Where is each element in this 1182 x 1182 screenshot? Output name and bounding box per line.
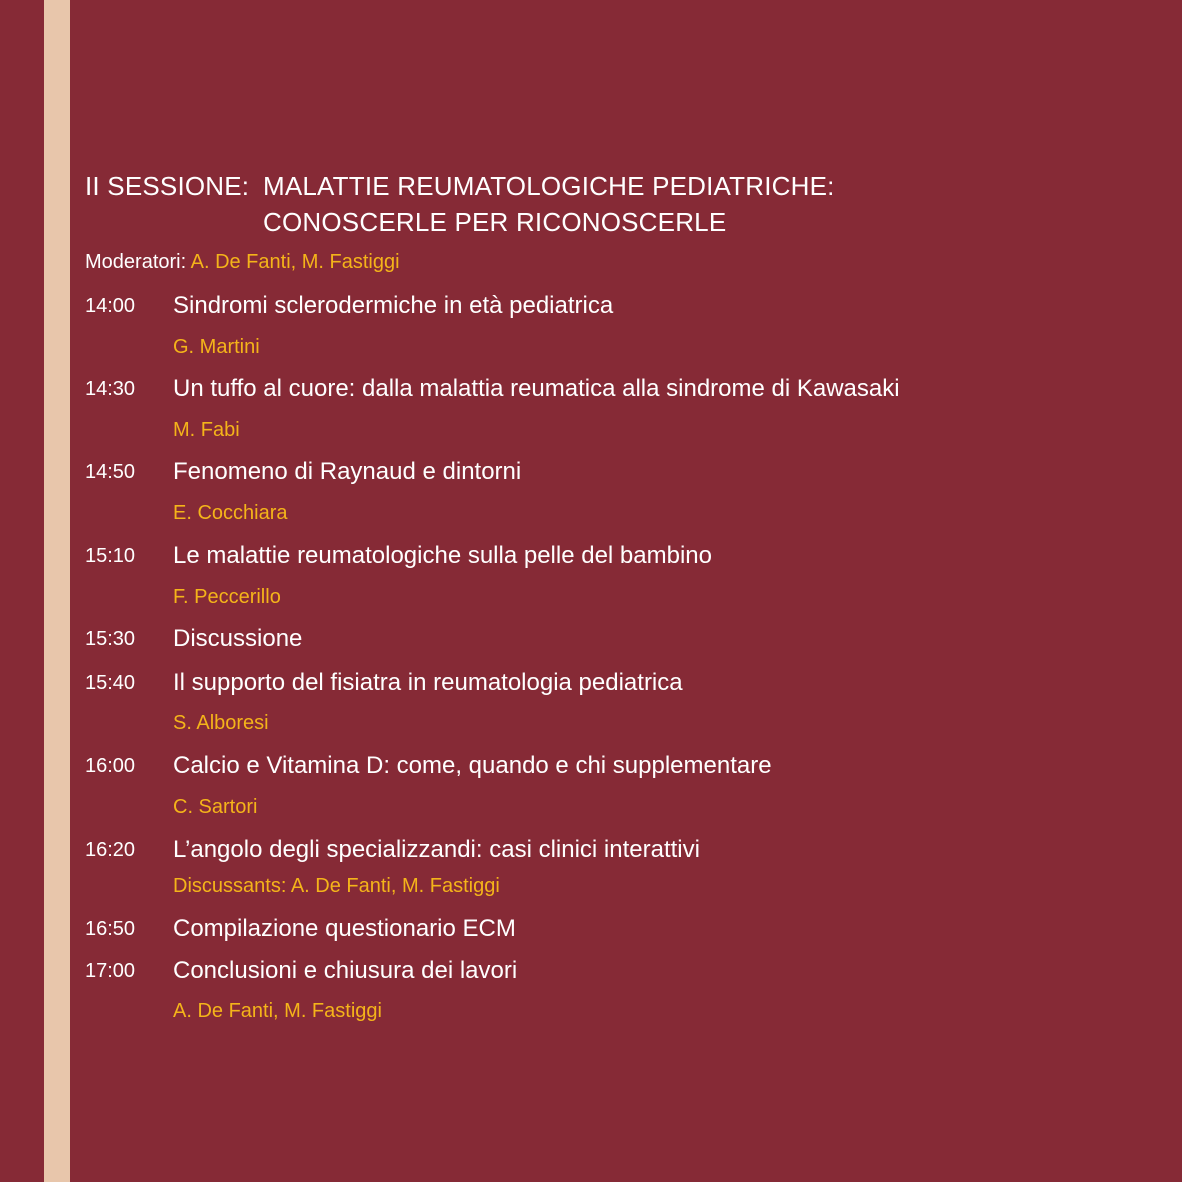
moderators-line bbox=[85, 249, 400, 275]
program-speaker: C. Sartori bbox=[173, 796, 258, 818]
program-time: 14:50 bbox=[85, 461, 136, 483]
moderators-label: Moderatori: bbox=[85, 251, 187, 273]
program-title: Calcio e Vitamina D: come, quando e chi supplementare bbox=[173, 752, 772, 779]
program-time: 16:00 bbox=[85, 755, 136, 777]
program-speaker: F. Peccerillo bbox=[173, 586, 281, 608]
session-title bbox=[263, 168, 835, 240]
session-title-line-2: CONOSCERLE PER RICONOSCERLE bbox=[263, 207, 727, 237]
moderators-names: A. De Fanti, M. Fastiggi bbox=[190, 251, 400, 273]
program-time: 15:10 bbox=[85, 545, 136, 567]
program-time: 15:30 bbox=[85, 628, 136, 650]
program-title: L’angolo degli specializzandi: casi clinici interattivi bbox=[173, 836, 700, 863]
program-time: 14:00 bbox=[85, 295, 136, 317]
session-label: II SESSIONE: bbox=[85, 171, 250, 201]
program-speaker: Discussants: A. De Fanti, M. Fastiggi bbox=[173, 875, 500, 897]
program-title: Compilazione questionario ECM bbox=[173, 915, 516, 942]
program-speaker: E. Cocchiara bbox=[173, 502, 288, 524]
program-time: 16:50 bbox=[85, 918, 136, 940]
program-title: Le malattie reumatologiche sulla pelle del bambino bbox=[173, 542, 712, 569]
program-title: Discussione bbox=[173, 625, 303, 652]
decorative-side-bar bbox=[44, 0, 70, 1182]
session-heading bbox=[85, 168, 835, 240]
program-time: 15:40 bbox=[85, 672, 136, 694]
program-time: 14:30 bbox=[85, 378, 136, 400]
program-time: 16:20 bbox=[85, 839, 136, 861]
program-speaker: M. Fabi bbox=[173, 419, 240, 441]
session-title-line-1: MALATTIE REUMATOLOGICHE PEDIATRICHE: bbox=[263, 171, 835, 201]
program-title: Un tuffo al cuore: dalla malattia reumatica alla sindrome di Kawasaki bbox=[173, 375, 900, 402]
program-speaker: S. Alboresi bbox=[173, 712, 269, 734]
program-title: Sindromi sclerodermiche in età pediatrica bbox=[173, 292, 614, 319]
program-speaker: G. Martini bbox=[173, 336, 260, 358]
program-speaker: A. De Fanti, M. Fastiggi bbox=[173, 1000, 382, 1022]
program-title: Il supporto del fisiatra in reumatologia pediatrica bbox=[173, 669, 683, 696]
program-time: 17:00 bbox=[85, 960, 136, 982]
program-title: Fenomeno di Raynaud e dintorni bbox=[173, 458, 522, 485]
program-title: Conclusioni e chiusura dei lavori bbox=[173, 957, 518, 984]
